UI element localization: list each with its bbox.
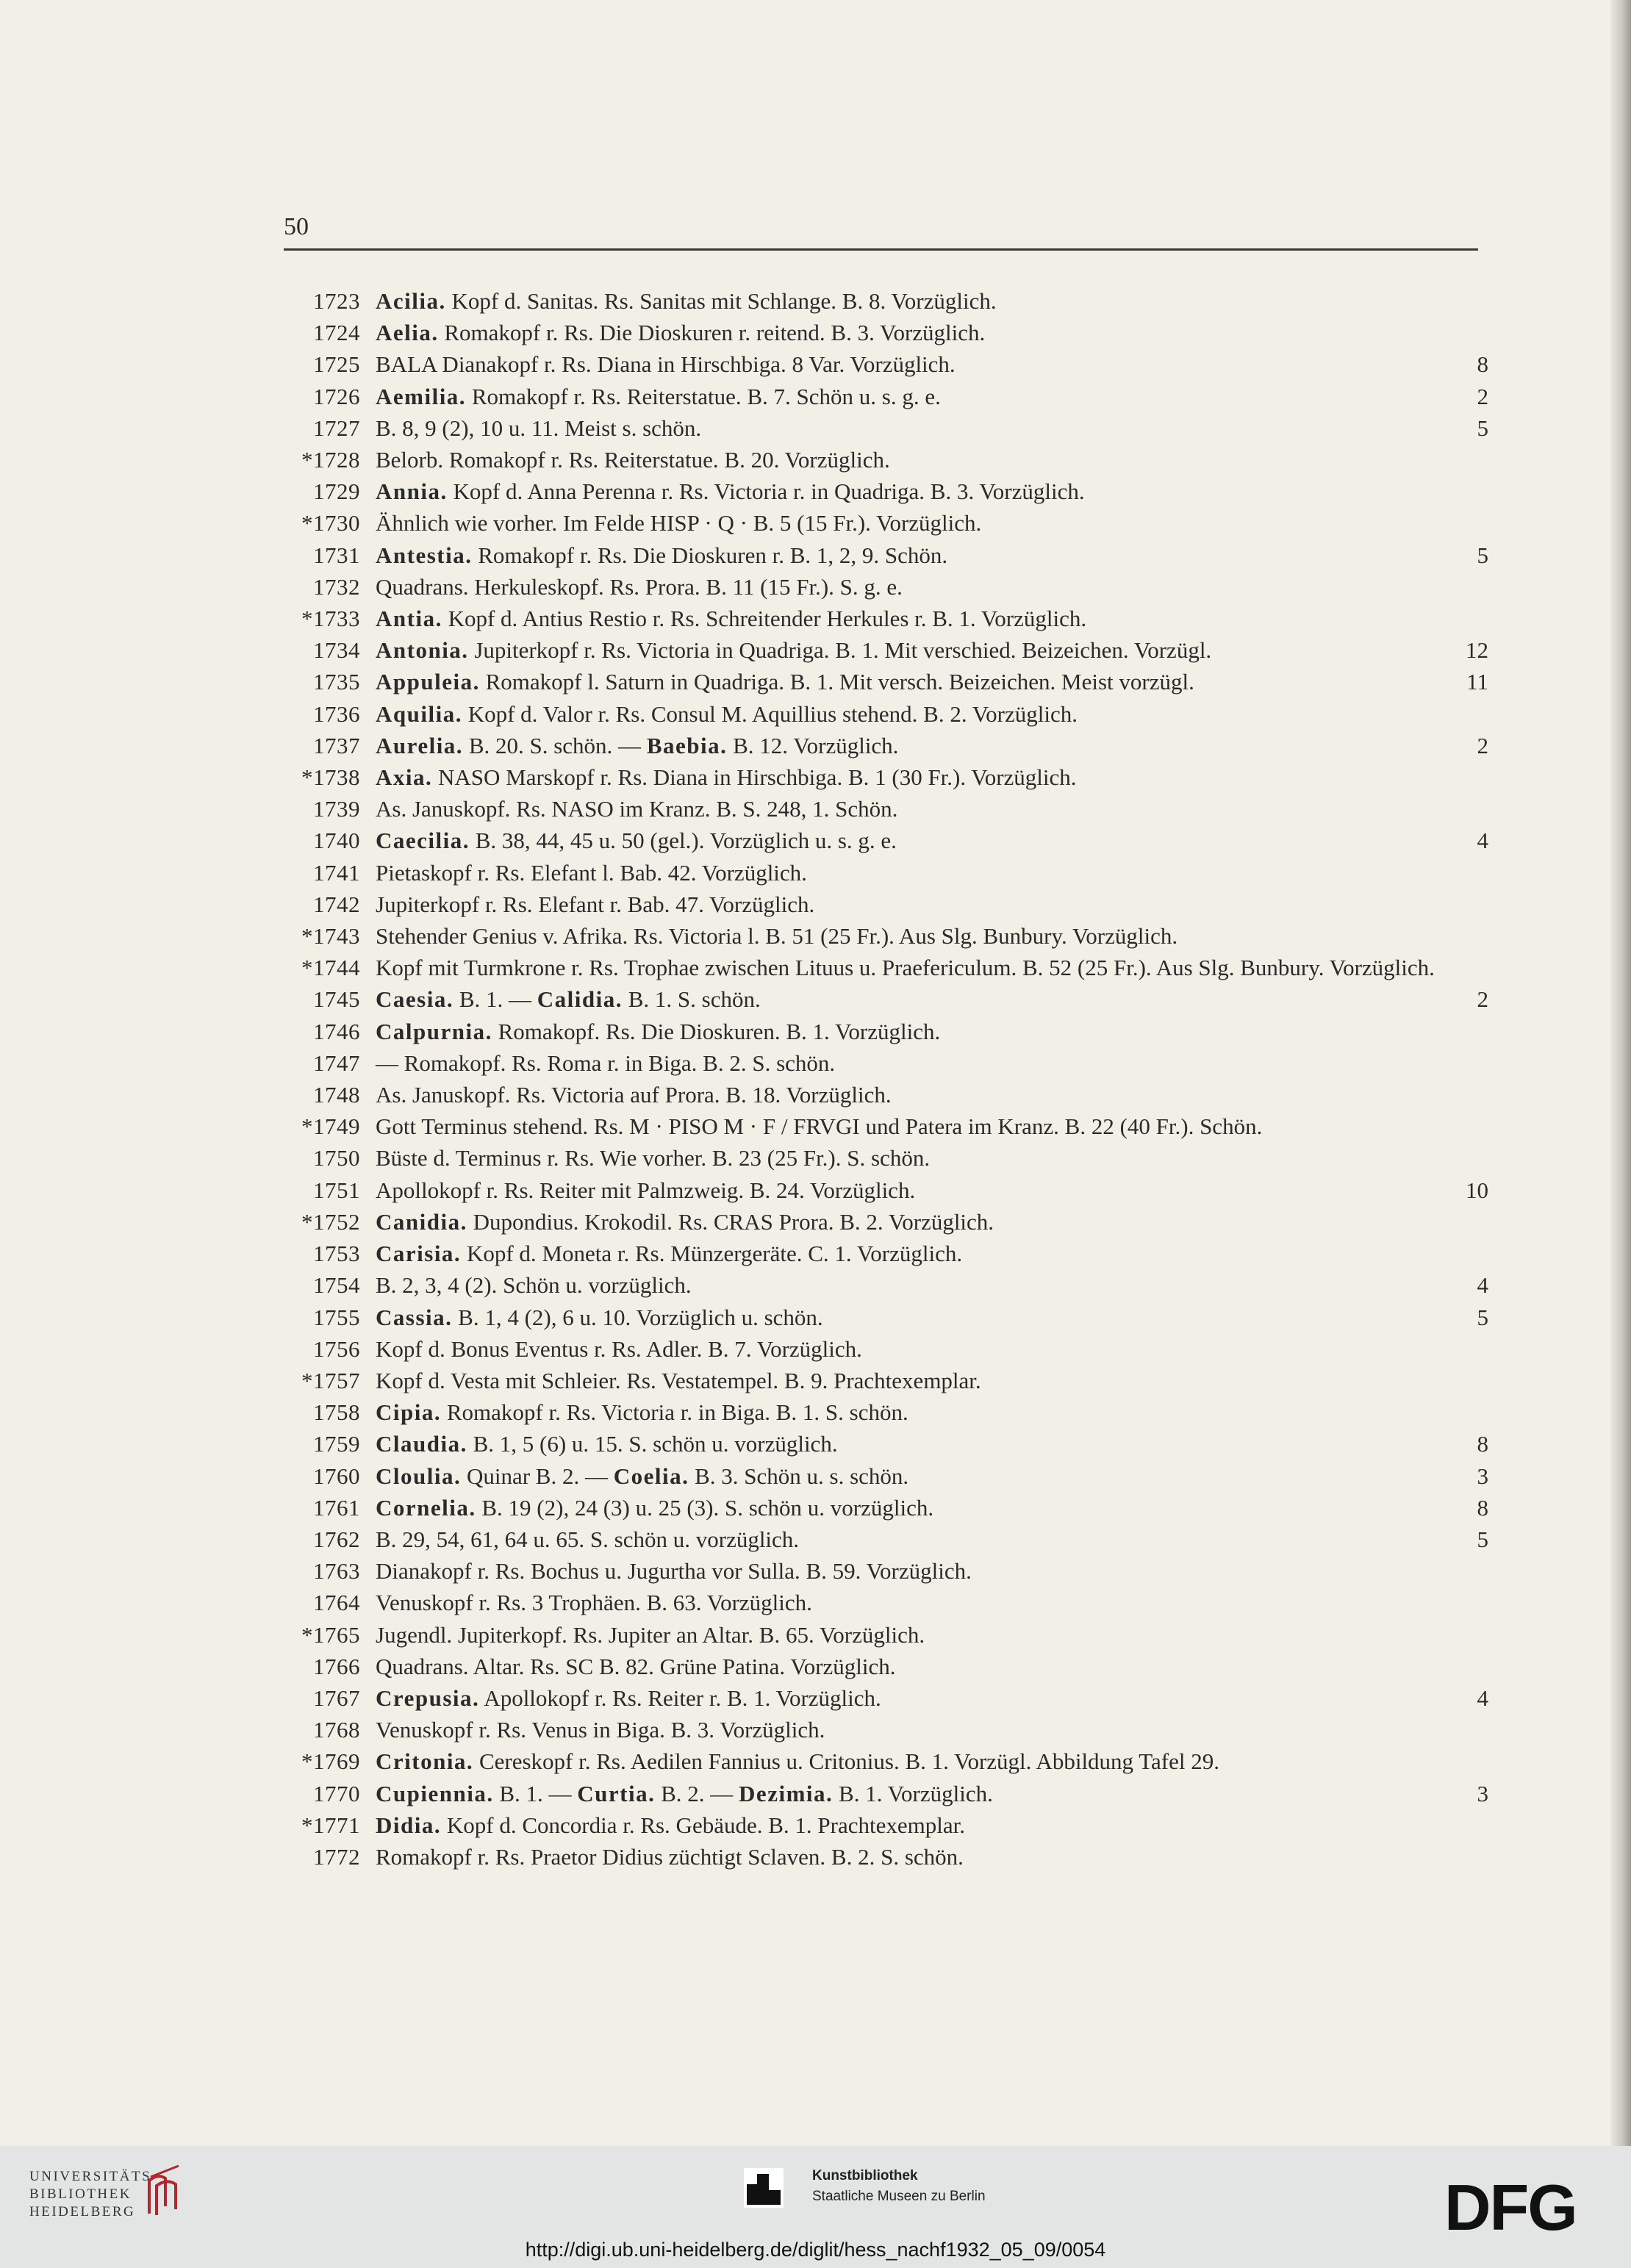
catalog-entry (279, 1110, 1488, 1142)
lot-text: Belorb. Romakopf r. Rs. Reiterstatue. B. 20. Vorzüglich. (376, 447, 890, 473)
catalog-entry (279, 1269, 1488, 1301)
lot-text: Büste d. Terminus r. Rs. Wie vorher. B. 23 (25 Fr.). S. schön. (376, 1145, 931, 1171)
lot-number: 1768 (313, 1717, 360, 1743)
lot-number: 1762 (313, 1526, 360, 1552)
lot-text: Romakopf r. Rs. Die Dioskuren r. reitend. B. 3. Vorzüglich. (438, 320, 986, 346)
lot-text: Jupiterkopf r. Rs. Elefant r. Bab. 47. Vorzüglich. (376, 891, 815, 917)
lot-number: 1751 (313, 1177, 360, 1203)
header-rule (284, 248, 1478, 251)
catalog-entry (279, 730, 1488, 761)
lot-description (360, 1587, 1459, 1618)
catalog-entry (279, 285, 1488, 317)
lot-number: 1758 (313, 1399, 360, 1426)
lot-number: *1749 (301, 1113, 360, 1140)
catalog-entry (279, 1460, 1488, 1492)
family-name: Caesia. (376, 986, 454, 1013)
family-name: Calpurnia. (376, 1018, 492, 1044)
family-name: Aurelia. (376, 732, 464, 758)
lot-price: 3 (1477, 1463, 1488, 1489)
family-name: Aemilia. (376, 383, 467, 409)
lot-description (360, 1778, 1459, 1809)
catalog-entry (279, 1428, 1488, 1460)
lot-number: 1745 (313, 986, 360, 1013)
lot-number: 1754 (313, 1272, 360, 1299)
lot-text: NASO Marskopf r. Rs. Diana in Hirschbiga. B. 1 (30 Fr.). Vorzüglich. (432, 764, 1077, 791)
family-name: Caecilia. (376, 828, 470, 854)
family-name: Claudia. (376, 1431, 467, 1457)
catalog-entry (279, 1682, 1488, 1714)
lot-description (360, 761, 1459, 793)
university-library-label[interactable] (29, 2168, 158, 2221)
lot-description (360, 1396, 1459, 1428)
family-name: Crepusia. (376, 1684, 480, 1711)
lot-number: 1739 (313, 796, 360, 822)
lot-text: Cereskopf r. Rs. Aedilen Fannius u. Critonius. B. 1. Vorzügl. Abbildung Tafel 29. (473, 1748, 1219, 1775)
lot-description (360, 539, 1459, 571)
lot-number: 1750 (313, 1145, 360, 1171)
lot-text: Venuskopf r. Rs. Venus in Biga. B. 3. Vorzüglich. (376, 1717, 825, 1743)
catalog-entry (279, 983, 1488, 1015)
lot-price: 8 (1477, 1431, 1488, 1457)
source-url[interactable]: http://digi.ub.uni-heidelberg.de/diglit/hess_nachf1932_05_09/0054 (525, 2239, 1106, 2261)
lot-text: Ähnlich wie vorher. Im Felde HISP · Q · B. 5 (15 Fr.). Vorzüglich. (376, 510, 982, 537)
lot-description (360, 476, 1459, 507)
kunstbibliothek-logo-icon[interactable] (744, 2168, 784, 2208)
lot-text: Kopf d. Sanitas. Rs. Sanitas mit Schlange. B. 8. Vorzüglich. (445, 288, 997, 314)
lot-number: *1757 (301, 1367, 360, 1393)
catalog-entry (279, 1396, 1488, 1428)
lot-text: Jugendl. Jupiterkopf. Rs. Jupiter an Altar. B. 65. Vorzüglich. (376, 1621, 925, 1648)
lot-description (360, 285, 1459, 317)
lot-description (360, 1238, 1459, 1269)
catalog-entry (279, 317, 1488, 348)
lot-number: 1723 (313, 288, 360, 314)
lot-text: Kopf d. Moneta r. Rs. Münzergeräte. C. 1. Vorzüglich. (461, 1241, 963, 1267)
family-name: Aquilia. (376, 700, 462, 727)
lot-price: 8 (1477, 351, 1488, 378)
catalog-entry (279, 1206, 1488, 1238)
lot-description (360, 666, 1459, 697)
university-logo-icon[interactable] (143, 2162, 187, 2221)
lot-number: *1743 (301, 923, 360, 950)
lot-number: *1738 (301, 764, 360, 791)
family-name: Antonia. (376, 637, 469, 664)
lot-description (360, 348, 1459, 380)
lot-number: *1771 (301, 1812, 360, 1838)
catalog-entry (279, 1809, 1488, 1841)
family-name: Cornelia. (376, 1494, 476, 1521)
lot-description (360, 698, 1459, 730)
catalog-entry (279, 825, 1488, 856)
catalog-entry (279, 1016, 1488, 1047)
catalog-entry (279, 857, 1488, 889)
kunstbibliothek-title: Kunstbibliothek (812, 2168, 918, 2183)
family-name: Coelia. (613, 1463, 689, 1489)
lot-number: 1741 (313, 859, 360, 886)
lot-number: *1752 (301, 1208, 360, 1235)
lot-number: 1764 (313, 1590, 360, 1616)
lot-description (360, 1016, 1459, 1047)
lot-text: B. 1. — (493, 1780, 578, 1806)
lot-text: Kopf d. Anna Perenna r. Rs. Victoria r. in Quadriga. B. 3. Vorzüglich. (447, 478, 1085, 505)
lot-description (360, 1555, 1459, 1587)
lot-description (360, 1428, 1459, 1460)
lot-description (360, 1492, 1459, 1524)
lot-text: Stehender Genius v. Afrika. Rs. Victoria l. B. 51 (25 Fr.). Aus Slg. Bunbury. Vorzüglich. (376, 923, 1178, 950)
lot-description (360, 603, 1459, 634)
catalog-entry (279, 1238, 1488, 1269)
catalog-entry (279, 507, 1488, 539)
lot-number: 1736 (313, 700, 360, 727)
lot-price: 2 (1477, 986, 1488, 1013)
lot-text: — Romakopf. Rs. Roma r. in Biga. B. 2. S. schön. (376, 1049, 836, 1076)
lot-number: 1770 (313, 1780, 360, 1806)
lot-number: 1731 (313, 542, 360, 568)
lot-text: B. 12. Vorzüglich. (727, 732, 899, 758)
lot-description (360, 1079, 1459, 1110)
lot-description (360, 825, 1459, 856)
lot-price: 4 (1477, 828, 1488, 854)
catalog-entry (279, 603, 1488, 634)
lot-number: 1746 (313, 1018, 360, 1044)
lot-number: *1765 (301, 1621, 360, 1648)
lot-number: 1737 (313, 732, 360, 758)
catalog-entry (279, 1142, 1488, 1174)
lot-description (360, 1110, 1459, 1142)
lot-text: Kopf mit Turmkrone r. Rs. Trophae zwischen Lituus u. Praefericulum. B. 52 (25 Fr.). Aus Slg. Bunbury. Vorzüglich. (376, 955, 1435, 981)
lot-text: Venuskopf r. Rs. 3 Trophäen. B. 63. Vorzüglich. (376, 1590, 812, 1616)
lot-number: 1759 (313, 1431, 360, 1457)
lot-text: B. 1. S. schön. (622, 986, 761, 1013)
lot-number: 1725 (313, 351, 360, 378)
catalog-entry (279, 920, 1488, 952)
catalog-entry (279, 571, 1488, 603)
lot-text: Kopf d. Valor r. Rs. Consul M. Aquillius stehend. B. 2. Vorzüglich. (462, 700, 1078, 727)
lot-number: 1766 (313, 1653, 360, 1679)
catalog-entry (279, 1619, 1488, 1651)
family-name: Axia. (376, 764, 433, 791)
lot-number: 1772 (313, 1843, 360, 1870)
catalog-entry (279, 381, 1488, 412)
catalog-entry (279, 1302, 1488, 1333)
lot-text: B. 19 (2), 24 (3) u. 25 (3). S. schön u. vorzüglich. (476, 1494, 934, 1521)
lot-text: BALA Dianakopf r. Rs. Diana in Hirschbiga. 8 Var. Vorzüglich. (376, 351, 956, 378)
lot-description (360, 889, 1459, 920)
lot-description (360, 1682, 1459, 1714)
lot-text: Quinar B. 2. — (461, 1463, 614, 1489)
family-name: Calidia. (537, 986, 623, 1013)
lot-text: B. 2. — (655, 1780, 739, 1806)
family-name: Dezimia. (739, 1780, 834, 1806)
lot-description (360, 381, 1459, 412)
family-name: Baebia. (646, 732, 728, 758)
lot-number: 1727 (313, 415, 360, 441)
catalog-entry (279, 348, 1488, 380)
lot-description (360, 1047, 1459, 1079)
lot-text: Kopf d. Concordia r. Rs. Gebäude. B. 1. Prachtexemplar. (441, 1812, 965, 1838)
university-line-3: HEIDELBERG (29, 2204, 136, 2219)
lot-text: B. 38, 44, 45 u. 50 (gel.). Vorzüglich u. s. g. e. (470, 828, 897, 854)
lot-description (360, 793, 1459, 825)
lot-number: 1753 (313, 1241, 360, 1267)
lot-text: B. 1. — (454, 986, 537, 1013)
lot-description (360, 317, 1459, 348)
lot-description (360, 444, 1459, 476)
lot-number: 1756 (313, 1335, 360, 1362)
lot-description (360, 920, 1459, 952)
lot-number: 1761 (313, 1494, 360, 1521)
lot-description (360, 507, 1459, 539)
catalog-entry (279, 1745, 1488, 1777)
lot-text: Romakopf r. Rs. Die Dioskuren r. B. 1, 2, 9. Schön. (472, 542, 948, 568)
catalog-entry (279, 698, 1488, 730)
family-name: Antia. (376, 606, 442, 632)
lot-description (360, 1142, 1459, 1174)
lot-description (360, 412, 1459, 444)
catalog-entry (279, 476, 1488, 507)
lot-number: *1733 (301, 606, 360, 632)
lot-description (360, 1269, 1459, 1301)
lot-number: 1747 (313, 1049, 360, 1076)
catalog-entries (279, 285, 1488, 1873)
scan-page-edge (1610, 0, 1631, 2146)
lot-price: 10 (1466, 1177, 1488, 1203)
family-name: Aelia. (376, 320, 439, 346)
lot-price: 3 (1477, 1780, 1488, 1806)
dfg-logo[interactable]: DFG (1444, 2171, 1577, 2244)
lot-number: 1755 (313, 1304, 360, 1330)
lot-price: 5 (1477, 1526, 1488, 1552)
lot-description (360, 857, 1459, 889)
lot-price: 4 (1477, 1272, 1488, 1299)
lot-price: 5 (1477, 542, 1488, 568)
catalog-entry (279, 1778, 1488, 1809)
lot-number: 1734 (313, 637, 360, 664)
catalog-entry (279, 1587, 1488, 1618)
lot-description (360, 730, 1459, 761)
lot-text: Kopf d. Antius Restio r. Rs. Schreitender Herkules r. B. 1. Vorzüglich. (442, 606, 1087, 632)
family-name: Critonia. (376, 1748, 474, 1775)
family-name: Cipia. (376, 1399, 442, 1426)
lot-description (360, 983, 1459, 1015)
lot-text: Jupiterkopf r. Rs. Victoria in Quadriga. B. 1. Mit verschied. Beizeichen. Vorzügl. (468, 637, 1212, 664)
catalog-entry (279, 1079, 1488, 1110)
lot-text: Kopf d. Vesta mit Schleier. Rs. Vestatempel. B. 9. Prachtexemplar. (376, 1367, 981, 1393)
lot-text: Apollokopf r. Rs. Reiter mit Palmzweig. B. 24. Vorzüglich. (376, 1177, 916, 1203)
lot-text: B. 1, 5 (6) u. 15. S. schön u. vorzüglich. (467, 1431, 838, 1457)
lot-description (360, 1745, 1459, 1777)
catalog-entry (279, 1524, 1488, 1555)
lot-text: B. 29, 54, 61, 64 u. 65. S. schön u. vorzüglich. (376, 1526, 800, 1552)
lot-number: *1730 (301, 510, 360, 537)
lot-description (360, 1302, 1459, 1333)
catalog-entry (279, 1841, 1488, 1873)
family-name: Antestia. (376, 542, 473, 568)
lot-text: Quadrans. Altar. Rs. SC B. 82. Grüne Patina. Vorzüglich. (376, 1653, 896, 1679)
catalog-entry (279, 952, 1488, 983)
lot-number: 1740 (313, 828, 360, 854)
lot-description (360, 571, 1459, 603)
lot-description (360, 1651, 1459, 1682)
lot-description (360, 1174, 1459, 1206)
lot-price: 4 (1477, 1684, 1488, 1711)
lot-number: 1767 (313, 1684, 360, 1711)
lot-text: Romakopf r. Rs. Victoria r. in Biga. B. 1. S. schön. (441, 1399, 908, 1426)
lot-text: B. 2, 3, 4 (2). Schön u. vorzüglich. (376, 1272, 692, 1299)
lot-text: Dupondius. Krokodil. Rs. CRAS Prora. B. 2. Vorzüglich. (467, 1208, 994, 1235)
lot-number: 1748 (313, 1082, 360, 1108)
lot-price: 5 (1477, 1304, 1488, 1330)
catalog-entry (279, 889, 1488, 920)
lot-text: Romakopf r. Rs. Praetor Didius züchtigt Sclaven. B. 2. S. schön. (376, 1843, 964, 1870)
catalog-entry (279, 1365, 1488, 1396)
lot-number: *1744 (301, 955, 360, 981)
lot-number: 1735 (313, 669, 360, 695)
lot-number: 1732 (313, 573, 360, 600)
lot-price: 12 (1466, 637, 1488, 664)
catalog-entry (279, 1492, 1488, 1524)
catalog-entry (279, 412, 1488, 444)
catalog-entry (279, 761, 1488, 793)
catalog-entry (279, 1174, 1488, 1206)
lot-text: B. 8, 9 (2), 10 u. 11. Meist s. schön. (376, 415, 702, 441)
lot-number: 1724 (313, 320, 360, 346)
university-line-1: UNIVERSITÄTS- (29, 2169, 158, 2184)
lot-description (360, 1206, 1459, 1238)
lot-description (360, 1619, 1459, 1651)
catalog-entry (279, 666, 1488, 697)
lot-number: 1742 (313, 891, 360, 917)
family-name: Didia. (376, 1812, 442, 1838)
catalog-entry (279, 1047, 1488, 1079)
lot-text: Apollokopf r. Rs. Reiter r. B. 1. Vorzüglich. (479, 1684, 881, 1711)
lot-price: 2 (1477, 383, 1488, 409)
lot-number: 1763 (313, 1558, 360, 1585)
family-name: Annia. (376, 478, 448, 505)
catalog-entry (279, 1651, 1488, 1682)
family-name: Acilia. (376, 288, 446, 314)
lot-text: Gott Terminus stehend. Rs. M · PISO M · F / FRVGI und Patera im Kranz. B. 22 (40 Fr.). Schön. (376, 1113, 1263, 1140)
lot-description (360, 952, 1459, 983)
lot-description (360, 1841, 1459, 1873)
family-name: Canidia. (376, 1208, 467, 1235)
lot-description (360, 634, 1459, 666)
family-name: Appuleia. (376, 669, 480, 695)
catalog-entry (279, 539, 1488, 571)
lot-text: Romakopf. Rs. Die Dioskuren. B. 1. Vorzüglich. (492, 1018, 941, 1044)
catalog-entry (279, 1555, 1488, 1587)
lot-price: 5 (1477, 415, 1488, 441)
lot-price: 2 (1477, 732, 1488, 758)
lot-text: Romakopf l. Saturn in Quadriga. B. 1. Mit versch. Beizeichen. Meist vorzügl. (479, 669, 1194, 695)
lot-description (360, 1524, 1459, 1555)
lot-text: Quadrans. Herkuleskopf. Rs. Prora. B. 11 (15 Fr.). S. g. e. (376, 573, 903, 600)
lot-text: As. Januskopf. Rs. Victoria auf Prora. B. 18. Vorzüglich. (376, 1082, 892, 1108)
catalog-entry (279, 634, 1488, 666)
catalog-entry (279, 1714, 1488, 1745)
lot-description (360, 1714, 1459, 1745)
lot-description (360, 1333, 1459, 1365)
lot-description (360, 1460, 1459, 1492)
lot-text: Romakopf r. Rs. Reiterstatue. B. 7. Schön u. s. g. e. (466, 383, 941, 409)
lot-number: *1728 (301, 447, 360, 473)
lot-text: Dianakopf r. Rs. Bochus u. Jugurtha vor Sulla. B. 59. Vorzüglich. (376, 1558, 972, 1585)
lot-text: As. Januskopf. Rs. NASO im Kranz. B. S. 248, 1. Schön. (376, 796, 898, 822)
lot-text: B. 20. S. schön. — (463, 732, 647, 758)
lot-number: 1729 (313, 478, 360, 505)
lot-text: B. 1. Vorzüglich. (833, 1780, 993, 1806)
catalog-entry (279, 444, 1488, 476)
lot-text: Kopf d. Bonus Eventus r. Rs. Adler. B. 7. Vorzüglich. (376, 1335, 862, 1362)
lot-price: 11 (1466, 669, 1488, 695)
family-name: Curtia. (577, 1780, 656, 1806)
university-line-2: BIBLIOTHEK (29, 2186, 132, 2202)
kunstbibliothek-subtitle: Staatliche Museen zu Berlin (812, 2189, 986, 2204)
lot-description (360, 1809, 1459, 1841)
lot-number: 1726 (313, 383, 360, 409)
lot-number: 1760 (313, 1463, 360, 1489)
family-name: Cassia. (376, 1304, 453, 1330)
lot-price: 8 (1477, 1494, 1488, 1521)
family-name: Cloulia. (376, 1463, 462, 1489)
lot-text: B. 1, 4 (2), 6 u. 10. Vorzüglich u. schön. (452, 1304, 823, 1330)
family-name: Cupiennia. (376, 1780, 494, 1806)
catalog-entry (279, 1333, 1488, 1365)
lot-description (360, 1365, 1459, 1396)
catalog-entry (279, 793, 1488, 825)
lot-text: B. 3. Schön u. s. schön. (689, 1463, 909, 1489)
lot-text: Pietaskopf r. Rs. Elefant l. Bab. 42. Vorzüglich. (376, 859, 807, 886)
page-number: 50 (284, 213, 309, 240)
family-name: Carisia. (376, 1241, 462, 1267)
lot-number: *1769 (301, 1748, 360, 1775)
